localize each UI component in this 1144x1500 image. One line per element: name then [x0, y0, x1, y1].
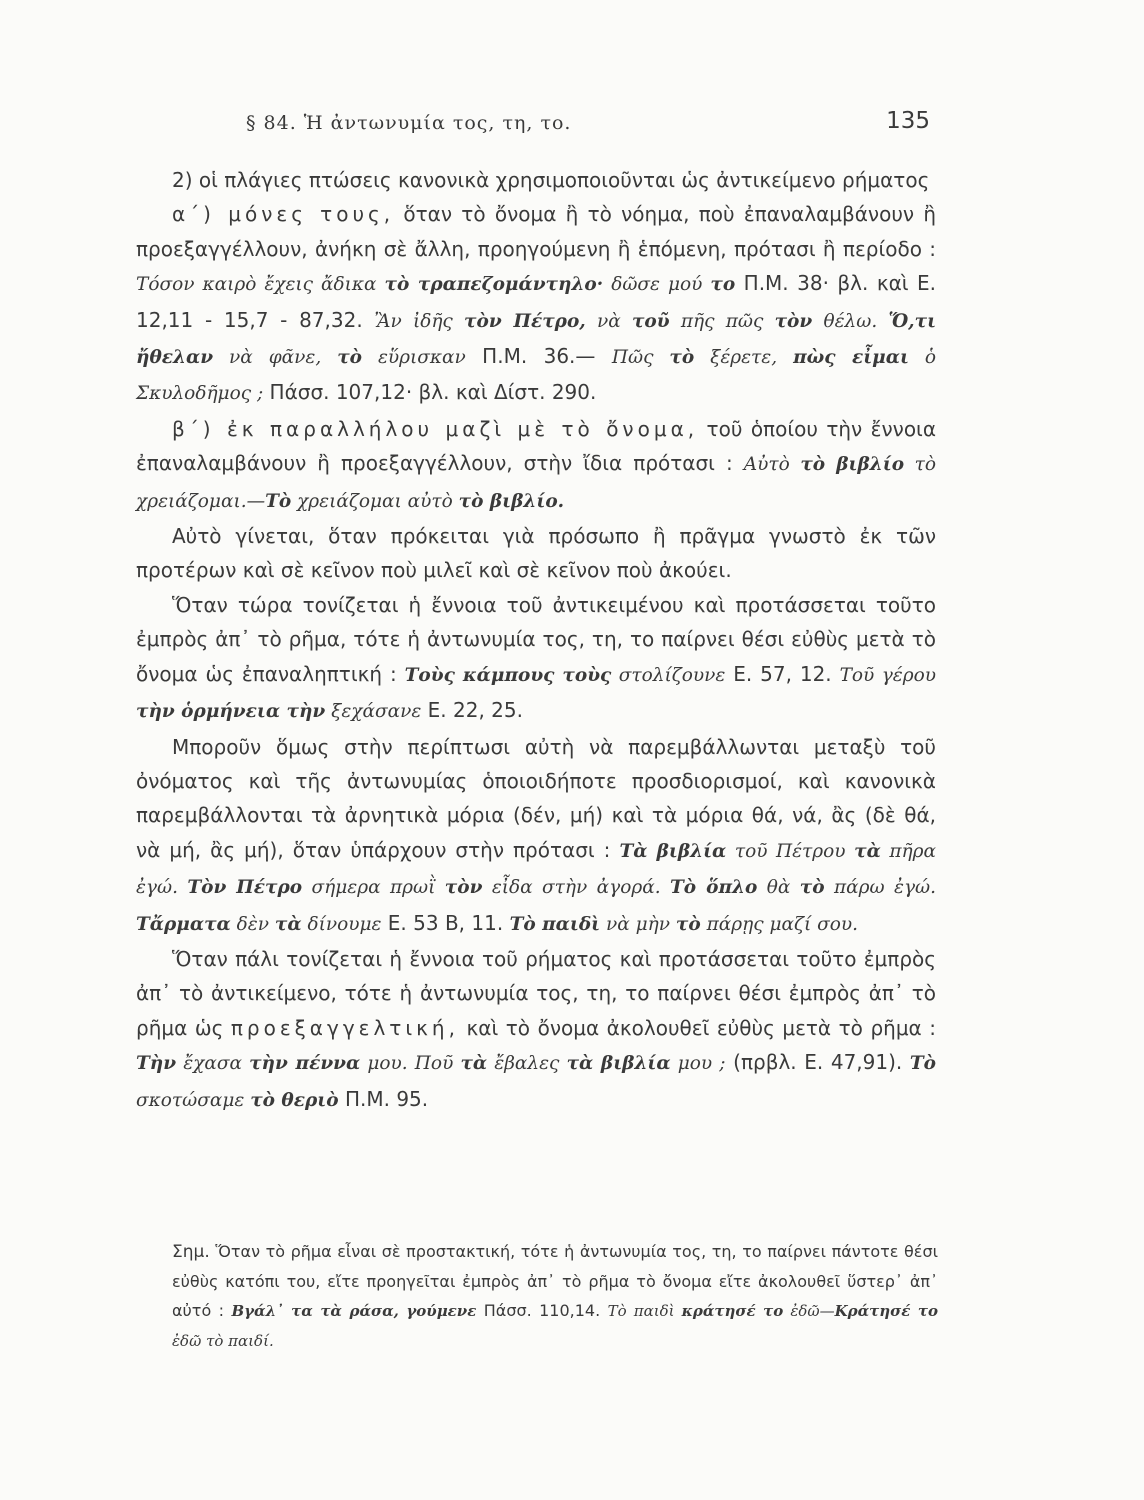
subsection-label: β΄) ἐκ παραλλήλου μαζὶ μὲ τὸ ὄνομα,: [172, 416, 699, 441]
paragraph-emphasis-object: Ὅταν τώρα τονίζεται ἡ ἔννοια τοῦ ἀντικειμένου καὶ προτάσσεται τοῦτο ἐμπρὸς ἀπ᾿ τὸ ρῆμα, τότε ἡ ἀντωνυμία τος, τη, το παίρνει θέσι εὐθὺς μετὰ τὸ ὄνομα ὡς ἐπαναληπτική : Τοὺς κάμπους τοὺς στολίζουνε Ε. 57, 12. Τοῦ γέρου τὴν ὁρμήνεια τὴν ξεχάσανε Ε. 22, 25.: [136, 592, 936, 723]
paragraph-known: Αὐτὸ γίνεται, ὅταν πρόκειται γιὰ πρόσωπο ἢ πρᾶγμα γνωστὸ ἐκ τῶν προτέρων καὶ σὲ κεῖνον ποὺ μιλεῖ καὶ σὲ κεῖνον ποὺ ἀκούει.: [136, 524, 936, 583]
reference: Ε. 22, 25.: [427, 698, 523, 723]
subsection-label: α΄) μόνες τους,: [172, 202, 395, 227]
reference: Πάσσ. 107,12· βλ. καὶ Δίστ. 290.: [269, 380, 597, 405]
paragraph-emphasis-verb: Ὅταν πάλι τονίζεται ἡ ἔννοια τοῦ ρήματος καὶ προτάσσεται τοῦτο ἐμπρὸς ἀπ᾿ τὸ ἀντικείμενο, τότε ἡ ἀντωνυμία τος, τη, το παίρνει θέσι ἐμπρὸς ἀπ᾿ τὸ ρῆμα ὡς προεξαγγελτική, καὶ τὸ ὄνομα ἀκολουθεῖ εὐθὺς μετὰ τὸ ρῆμα : Τὴν ἔχασα τὴν πέννα μου. Ποῦ τὰ ἔβαλες τὰ βιβλία μου ; (πρβλ. Ε. 47,91). Τὸ σκοτώσαμε τὸ θεριὸ Π.Μ. 95.: [136, 946, 937, 1111]
example: Τὸ παιδὶ κράτησέ το ἐδῶ—Κράτησέ το ἐδῶ τὸ παιδί.: [172, 1302, 938, 1350]
example: Τὸ παιδὶ νὰ μὴν τὸ πάρῃς μαζί σου.: [509, 913, 859, 935]
running-header: [140, 108, 930, 142]
reference: Π.Μ. 38· βλ. καὶ Ε. 12,11 - 15,7 - 87,32.: [136, 271, 937, 332]
example: Τόσον καιρὸ ἔχεις ἄδικα τὸ τραπεζομάντηλο· δῶσε μού το: [136, 274, 736, 296]
example: Αὐτὸ τὸ βιβλίο τὸ χρειάζομαι.—Τὸ χρειάζομαι αὐτὸ τὸ βιβλίο.: [136, 454, 937, 512]
footnote: Σημ. Ὅταν τὸ ρῆμα εἶναι σὲ προστακτική, τότε ἡ ἀντωνυμία τος, τη, το παίρνει πάντοτε θέσι εὐθὺς κατόπι του, εἴτε προηγεῖται ἐμπρὸς ἀπ᾿ τὸ ρῆμα τὸ ὄνομα εἴτε ἀκολουθεῖ ὕστερ᾿ ἀπ᾿ αὐτό : Βγάλ᾿ τα τὰ ράσα, γούμενε Πάσσ. 110,14. Τὸ παιδὶ κράτησέ το ἐδῶ—Κράτησέ το ἐδῶ τὸ παιδί.: [172, 1242, 938, 1350]
reference: Π.Μ. 36.—: [482, 344, 596, 369]
reference: Πάσσ. 110,14.: [483, 1301, 601, 1320]
section-title: § 84. Ἡ ἀντωνυμία τος, τη, το.: [246, 112, 572, 134]
paragraph-alone: α΄) μόνες τους, ὅταν τὸ ὄνομα ἢ τὸ νόημα, ποὺ ἐπαναλαμβάνουν ἢ προεξαγγέλλουν, ἀνήκη σὲ ἄλλη, προηγούμενη ἢ ἑπόμενη, πρότασι ἢ περίοδο : Τόσον καιρὸ ἔχεις ἄδικα τὸ τραπεζομάντηλο· δῶσε μού το Π.Μ. 38· βλ. καὶ Ε. 12,11 - 15,7 - 87,32. Ἂν ἰδῆς τὸν Πέτρο, νὰ τοῦ πῆς πῶς τὸν θέλω. Ὅ,τι ἤθελαν νὰ φᾶνε, τὸ εὕρισκαν Π.Μ. 36.— Πῶς τὸ ξέρετε, πὼς εἶμαι ὁ Σκυλοδῆμος ; Πάσσ. 107,12· βλ. καὶ Δίστ. 290.: [136, 202, 937, 405]
page-number: 135: [886, 108, 930, 134]
example: Τὴν ἔχασα τὴν πέννα μου. Ποῦ τὰ ἔβαλες τὰ βιβλία μου ;: [136, 1053, 726, 1075]
spaced-term: προεξαγγελτική,: [230, 1015, 459, 1040]
example: Πῶς τὸ ξέρετε, πὼς εἶμαι ὁ Σκυλοδῆμος ;: [136, 347, 937, 405]
example: Τοῦ γέρου τὴν ὁρμήνεια τὴν ξεχάσανε: [136, 664, 936, 723]
paragraph-oblique-cases: 2) οἱ πλάγιες πτώσεις κανονικὰ χρησιμοποιοῦνται ὡς ἀντικείμενο ρήματος: [172, 168, 930, 192]
example: Βγάλ᾿ τα τὰ ράσα, γούμενε: [231, 1302, 477, 1320]
example: Τοὺς κάμπους τοὺς στολίζουνε: [404, 664, 726, 686]
example: Τὰ βιβλία τοῦ Πέτρου τὰ πῆρα ἐγώ. Τὸν Πέτρο σήμερα πρωῒ τὸν εἶδα στὴν ἀγορά. Τὸ ὅπλο θὰ τὸ πάρω ἐγώ. Τἄρματα δὲν τὰ δίνουμε: [136, 840, 936, 935]
main-text: [136, 163, 936, 1118]
reference: Ε. 57, 12.: [733, 661, 832, 686]
reference: Ε. 53 Β, 11.: [387, 910, 504, 935]
paragraph-insertions: Μποροῦν ὅμως στὴν περίπτωσι αὐτὴ νὰ παρεμβάλλωνται μεταξὺ τοῦ ὀνόματος καὶ τῆς ἀντωνυμίας ὁποιοιδήποτε προσδιορισμοί, καὶ κανονικὰ παρεμβάλλονται τὰ ἀρνητικὰ μόρια (δέν, μή) καὶ τὰ μόρια θά, νά, ἂς (δὲ θά, νὰ μή, ἂς μή), ὅταν ὑπάρχουν στὴν πρότασι : Τὰ βιβλία τοῦ Πέτρου τὰ πῆρα ἐγώ. Τὸν Πέτρο σήμερα πρωῒ τὸν εἶδα στὴν ἀγορά. Τὸ ὅπλο θὰ τὸ πάρω ἐγώ. Τἄρματα δὲν τὰ δίνουμε Ε. 53 Β, 11. Τὸ παιδὶ νὰ μὴν τὸ πάρῃς μαζί σου.: [136, 734, 936, 935]
reference: Π.Μ. 95.: [344, 1086, 429, 1111]
paragraph-parallel: β΄) ἐκ παραλλήλου μαζὶ μὲ τὸ ὄνομα, τοῦ ὁποίου τὴν ἔννοια ἐπαναλαμβάνουν ἢ προεξαγγέλλουν, στὴν ἴδια πρότασι : Αὐτὸ τὸ βιβλίο τὸ χρειάζομαι.—Τὸ χρειάζομαι αὐτὸ τὸ βιβλίο.: [136, 416, 937, 512]
note-label: Σημ.: [172, 1242, 210, 1262]
example: Τὸ σκοτώσαμε τὸ θεριὸ: [136, 1053, 936, 1111]
example: Ἂν ἰδῆς τὸν Πέτρο, νὰ τοῦ πῆς πῶς τὸν θέλω. Ὅ,τι ἤθελαν νὰ φᾶνε, τὸ εὕρισκαν: [136, 310, 937, 369]
reference: (πρβλ. Ε. 47,91).: [733, 1050, 903, 1075]
